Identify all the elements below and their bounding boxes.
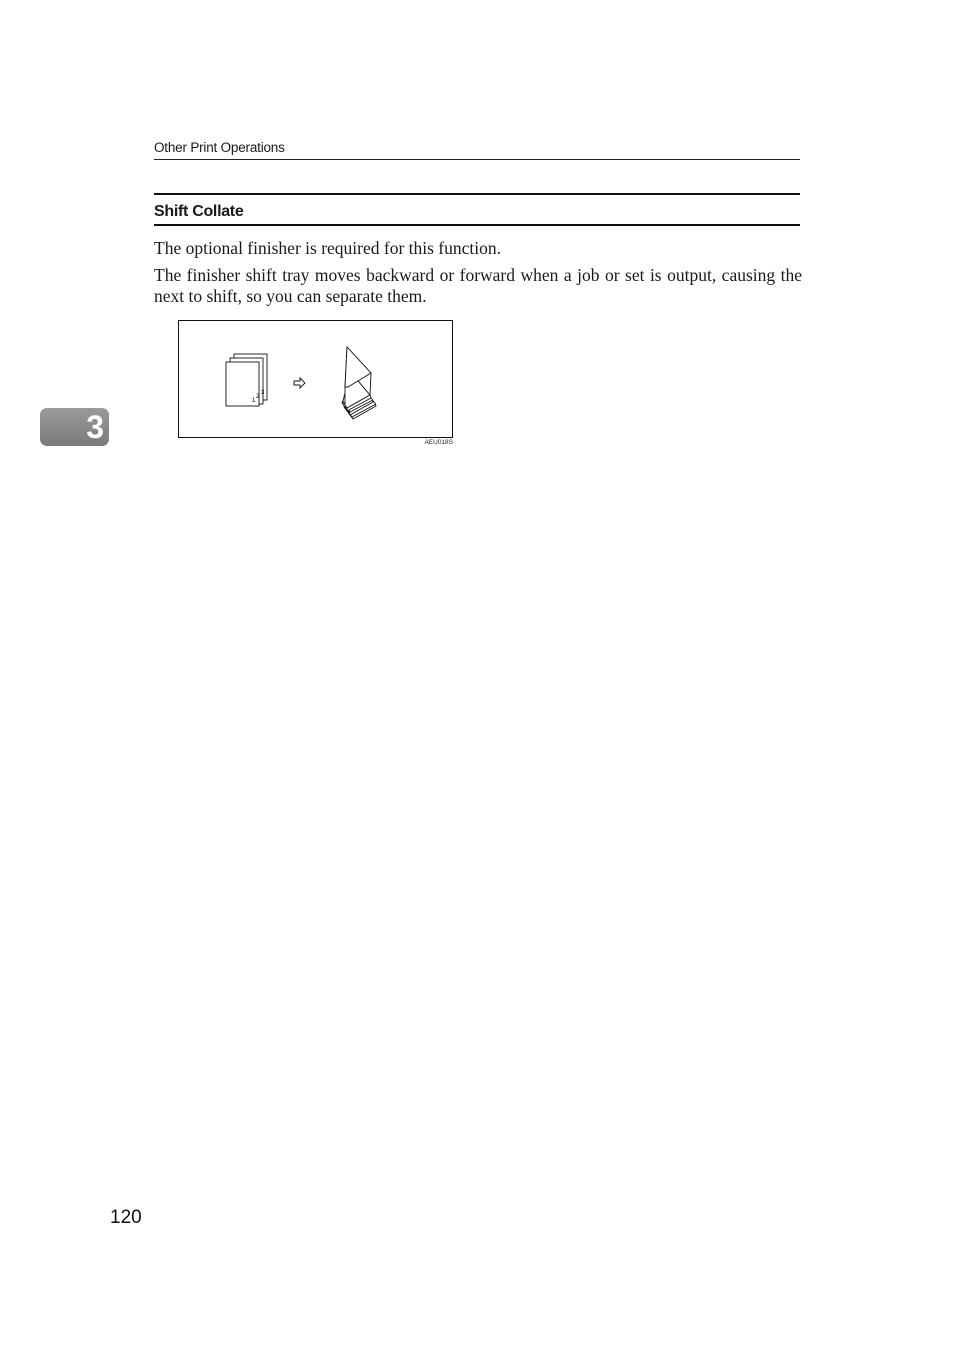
running-header xyxy=(154,139,800,160)
section-title-text: Shift Collate xyxy=(154,203,244,220)
page-number: 120 xyxy=(110,1207,142,1228)
collated-pages-icon xyxy=(226,354,267,406)
shifted-stacks-icon xyxy=(342,347,376,419)
chapter-number: 3 xyxy=(86,409,104,445)
chapter-tab xyxy=(40,408,109,446)
hollow-arrow-right-icon xyxy=(294,378,305,388)
page-label-3: 3 xyxy=(261,390,265,396)
shift-collate-drawing xyxy=(179,321,454,439)
page-label-2: 2 xyxy=(256,394,260,400)
paragraph-finisher-required: The optional finisher is required for this function. xyxy=(154,238,502,258)
section-title xyxy=(154,193,800,226)
shift-collate-illustration xyxy=(178,320,453,438)
figure-code: AEU018S xyxy=(424,439,453,446)
page-label-1: 1 xyxy=(252,398,256,404)
running-header-title: Other Print Operations xyxy=(154,140,285,155)
paragraph-shift-tray-description: The finisher shift tray moves backward or forward when a job or set is output, causing the next to shift, so you can separate them. xyxy=(154,265,802,306)
